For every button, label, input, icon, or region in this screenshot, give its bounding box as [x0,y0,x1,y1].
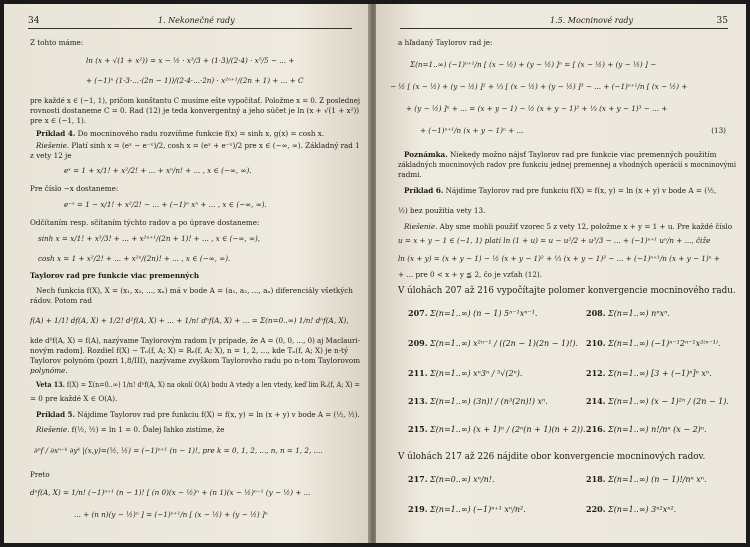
solution-text: Platí sinh x = (eˣ − e⁻ˣ)/2, cosh x = (eˣ + e⁻ˣ)/2 pre x ∈ (−∞, ∞). Základný rad 1 [69,141,360,150]
equation: − ½ [ (x − ½) + (y − ½) ]² + ⅓ [ (x − ½) + (y − ½) ]³ − ... + (−1)ⁿ⁺¹/n [ (x − ½) + [390,82,688,91]
equation: Σ(n=1..∞) (−1)ⁿ⁺¹/n [ (x − ½) + (y − ½) ]ⁿ = [ (x − ½) + (y − ½) ] − [410,60,657,69]
exercise-210 [586,338,721,349]
text-line: Z tohto máme: [30,38,84,47]
equation: ... + (n n)(y − ½)ⁿ ] = (−1)ⁿ⁺¹/n [ (x − ½) + (y − ½) ]ⁿ [74,510,268,519]
text-line: polynóme. [30,366,68,375]
exercise-209 [408,338,578,349]
example-line [36,410,360,419]
exercise-formula: Σ(n=1..∞) nⁿxⁿ. [608,309,670,318]
equation: + (y − ½) ]ⁿ + ... = (x + y − 1) − ½ (x + y − 1)² + ⅓ (x + y − 1)³ − ... + [406,104,668,113]
example-label: Príklad 6. [404,186,444,195]
exercise-formula: Σ(n=1..∞) n!/nⁿ (x − 2)ⁿ. [608,425,707,434]
exercise-number: 216. [586,424,606,434]
equation-number: (13) [711,126,726,135]
text-line: pre x ∈ (−1, 1). [30,116,87,125]
example-text: Do mocninového radu rozvíňme funkcie f(x) = sinh x, g(x) = cosh x. [75,129,325,138]
equation: ln (x + y) = (x + y − 1) − ½ (x + y − 1)² + ⅓ (x + y − 1)³ − ... + (−1)ⁿ⁺¹/n (x + y − 1)ⁿ + [398,254,720,263]
section-heading: Taylorov rad pre funkcie viac premenných [30,271,200,280]
theorem-line [36,380,360,389]
text-line: základných mocninových radov pre funkciu jednej premennej a vhodných operácií s mocninovými [398,160,737,169]
example-text: Nájdime Taylorov rad pre funkciu f(X) = f(x, y) = ln (x + y) v bode A = (½, ½). [74,410,360,419]
exercise-220 [586,504,676,515]
exercise-number: 215. [408,424,428,434]
example-line [404,186,716,195]
theorem-label: Veta 13. [36,380,65,389]
note-text: Niekedy možno nájsť Taylorov rad pre funkcie viac premenných použitím [447,150,717,159]
text-line: + ... pre 0 < x + y ≦ 2, čo je vzťah (12). [398,270,543,279]
exercise-formula: Σ(n=1..∞) 3ⁿ²xⁿ². [608,505,677,514]
left-page [4,4,370,543]
solution-line [404,222,732,231]
text-line: = 0 pre každé X ∈ O(A). [30,394,118,403]
text-line: pre každé x ∈ (−1, 1), pričom konštantu C musíme ešte vypočítať. Položme x = 0. Z poslednej [30,96,361,105]
equation: + (−1)ⁿ (1·3·...·(2n − 1))/(2·4·...·2n) · x²ⁿ⁺¹/(2n + 1) + ... + C [86,76,304,85]
running-head: 1. Nekonečné rady [158,16,235,25]
exercise-number: 213. [408,396,428,406]
equation: cosh x = 1 + x²/2! + ... + x²ⁿ/(2n)! + ... , x ∈ (−∞, ∞). [38,254,231,263]
exercise-211 [408,368,522,379]
page-number: 35 [716,16,728,26]
example-label: Príklad 4. [36,129,76,138]
text-line: rovnosti dostaneme C = 0. Rad (12) je teda konvergentný a jeho súčet je ln (x + √(1 + x²)) [30,106,360,115]
text-line: kde d⁰f(A, X) = f(A), nazývame Taylorovým radom [v prípade, že A = (0, 0, ..., 0) aj Maclauri- [30,336,360,345]
exercise-207 [408,308,537,319]
exercise-number: 219. [408,504,428,514]
example-text: Nájdime Taylorov rad pre funkciu f(X) = f(x, y) = ln (x + y) v bode A = (½, [443,186,717,195]
text-line: a hľadaný Taylorov rad je: [398,38,493,47]
exercise-213 [408,396,548,407]
solution-label: Riešenie. [404,222,438,231]
equation: f(A) + 1/1! df(A, X) + 1/2! d²f(A, X) + ... + 1/n! dⁿf(A, X) + ... = Σ(n=0..∞) 1/n! dⁿf(A, X), [30,316,349,325]
exercise-219 [408,504,526,515]
exercise-formula: Σ(n=1..∞) (−1)ⁿ⁺¹ xⁿ/n². [430,505,526,514]
exercise-formula: Σ(n=1..∞) (x + 1)ⁿ / (2ⁿ(n + 1)(n + 2)). [430,425,586,434]
equation: u = x + y − 1 ∈ (−1, 1⟩ platí ln (1 + u) = u − u²/2 + u³/3 − ... + (−1)ⁿ⁺¹ uⁿ/n + ..., čiže [398,236,711,245]
text-line: Nech funkcia f(X), X = (x₁, x₂, ..., xₙ) má v bode A = (a₁, a₂, ..., aₙ) diferenciály všetkých [36,286,353,295]
equation: ln (x + √(1 + x²)) = x − ½ · x³/3 + (1·3)/(2·4) · x⁵/5 − ... + [86,56,295,65]
example-line [36,129,324,138]
exercise-formula: Σ(n=1..∞) (3n)! / (n³(2n)!) xⁿ. [430,397,548,406]
exercise-instruction: V úlohách 217 až 226 nájdite obor konvergencie mocninových radov. [398,452,706,462]
solution-label: Riešenie. [36,425,70,434]
solution-text: Aby sme mohli použiť vzorec 5 z vety 12, položme x + y = 1 + u. Pre každé číslo [437,222,733,231]
exercise-formula: Σ(n=1..∞) xⁿ3ⁿ / ⁵√(2ⁿ). [430,369,523,378]
exercise-number: 209. [408,338,428,348]
exercise-218 [586,474,707,485]
exercise-number: 217. [408,474,428,484]
exercise-number: 208. [586,308,606,318]
equation: dⁿf(A, X) = 1/n! (−1)ⁿ⁺¹ (n − 1)! [ (n 0)(x − ½)ⁿ + (n 1)(x − ½)ⁿ⁻¹ (y − ½) + ... [30,488,311,497]
exercise-instruction: V úlohách 207 až 216 vypočítajte polomer konvergencie mocninového radu. [398,286,736,296]
exercise-number: 212. [586,368,606,378]
text-line: ½) bez použitia vety 13. [398,206,486,215]
exercise-formula: Σ(n=1..∞) (−1)ⁿ⁻¹2ⁿ⁻¹x²⁽ⁿ⁻¹⁾. [608,339,721,348]
exercise-216 [586,424,707,435]
exercise-214 [586,396,729,407]
text-line: novým radom]. Rozdiel f(X) − Tₙ(f, A; X) = Rₙ(f, A; X), n = 1, 2, ..., kde Tₙ(f, A; X) je n-tý [30,346,349,355]
equation: ∂ⁿf / ∂xⁿ⁻ᵏ ∂yᵏ |(x,y)=(½, ½) = (−1)ⁿ⁺¹ (n − 1)!, pre k = 0, 1, 2, ..., n, n = 1, 2, .... [34,446,323,455]
text-line: radmi. [398,170,422,179]
exercise-formula: Σ(n=1..∞) (n − 1)!/nⁿ xⁿ. [608,475,707,484]
solution-line [36,141,360,150]
exercise-208 [586,308,670,319]
exercise-formula: Σ(n=1..∞) x²ⁿ⁻¹ / ((2n − 1)(2n − 1)!). [430,339,579,348]
example-label: Príklad 5. [36,410,75,419]
exercise-number: 210. [586,338,606,348]
text-line: Pre číslo −x dostaneme: [30,184,119,193]
exercise-formula: Σ(n=1..∞) [3 + (−1)ⁿ]ⁿ xⁿ. [608,369,712,378]
exercise-number: 214. [586,396,606,406]
page-number: 34 [28,16,40,26]
right-page [376,4,746,543]
equation: + (−1)ⁿ⁺¹/n (x + y − 1)ⁿ + ... [420,126,524,135]
left-page-header [28,14,352,29]
exercise-212 [586,368,712,379]
exercise-number: 218. [586,474,606,484]
text-line: z vety 12 je [30,151,72,160]
exercise-formula: Σ(n=0..∞) xⁿ/n!. [430,475,495,484]
note-label: Poznámka. [404,150,448,159]
solution-label: Riešenie. [36,141,70,150]
solution-line [36,425,224,434]
exercise-217 [408,474,495,485]
text-line: Taylorov polynóm (pozri 1,8/III), nazývame zvyškom Taylorovho radu po n-tom Taylorovom [30,356,361,365]
text-line: Preto [30,470,50,479]
right-page-header [400,14,728,29]
note-line [404,150,716,159]
running-head: 1.5. Mocninové rady [550,16,634,25]
equation: e⁻ˣ = 1 − x/1! + x²/2! − ... + (−1)ⁿ xⁿ + ... , x ∈ (−∞, ∞). [64,200,267,209]
exercise-formula: Σ(n=1..∞) (x − 1)²ⁿ / (2n − 1). [608,397,729,406]
equation: eˣ = 1 + x/1! + x²/2! + ... + xⁿ/n! + ... , x ∈ (−∞, ∞). [64,166,252,175]
exercise-215 [408,424,586,435]
exercise-number: 207. [408,308,428,318]
equation: sinh x = x/1! + x³/3! + ... + x²ⁿ⁺¹/(2n + 1)! + ... , x ∈ (−∞, ∞), [38,234,261,243]
book-spread [4,4,746,543]
exercise-formula: Σ(n=1..∞) (n − 1) 5ⁿ⁻¹xⁿ⁻¹. [430,309,538,318]
exercise-number: 211. [408,368,428,378]
exercise-number: 220. [586,504,606,514]
solution-text: f(½, ½) = ln 1 = 0. Ďalej ľahko zistíme, že [69,425,225,434]
text-line: rádov. Potom rad [30,296,92,305]
theorem-text: f(X) = Σ(n=0..∞) 1/n! dⁿf(A, X) na okolí O(A) bodu A vtedy a len vtedy, keď lim Rₙ(f, A; X) = [64,380,360,389]
text-line: Odčítaním resp. sčítaním týchto radov a po úprave dostaneme: [30,218,260,227]
